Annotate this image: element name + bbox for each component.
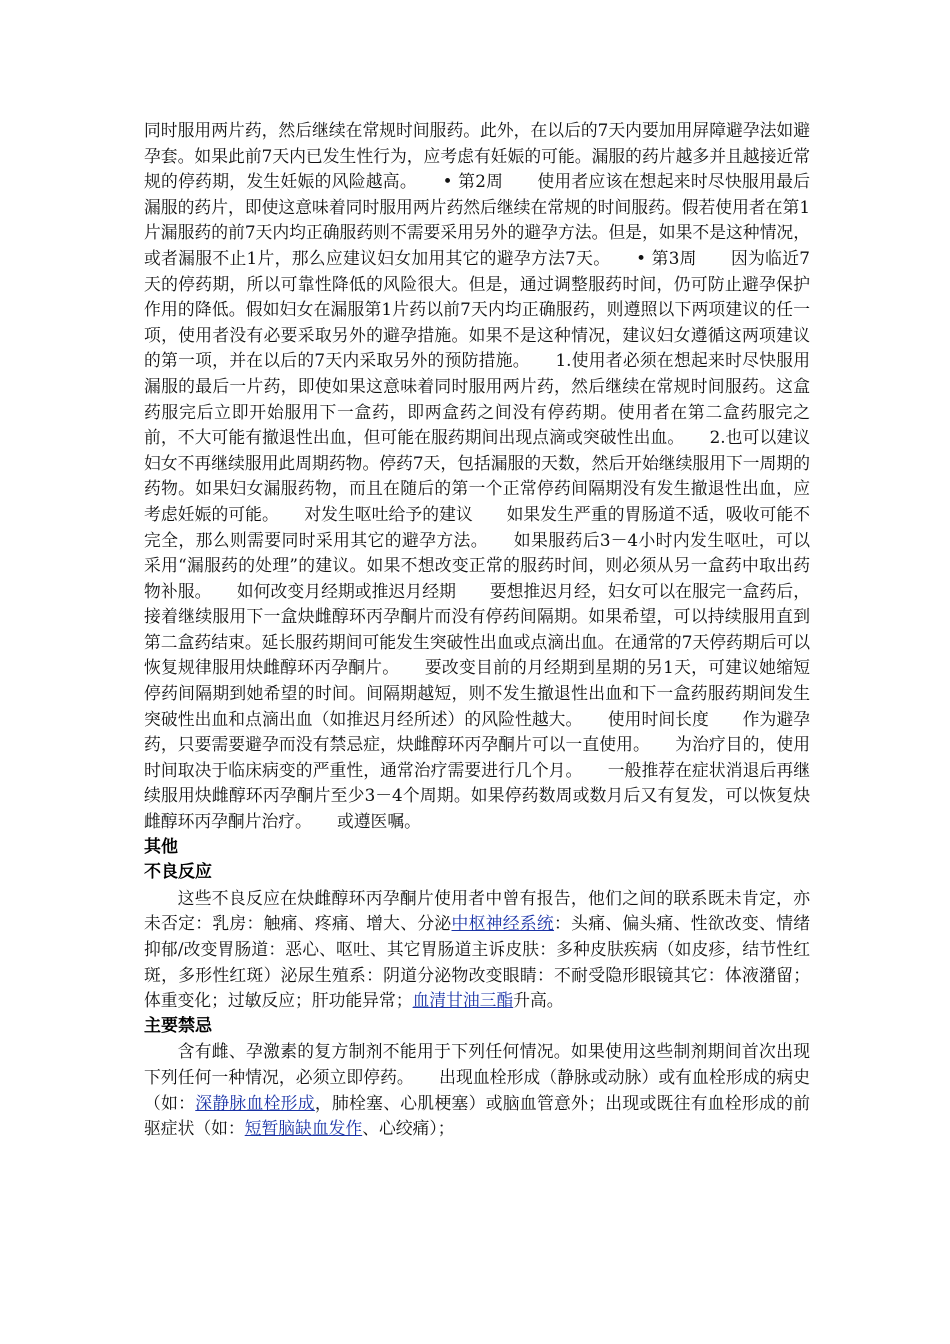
adverse-text-3: 升高。 [513, 990, 564, 1011]
section-heading-other: 其他 [144, 836, 178, 857]
section-heading-contraindications: 主要禁忌 [144, 1015, 212, 1036]
link-central-nervous-system[interactable]: 中枢神经系统 [451, 913, 555, 934]
section-heading-adverse-reactions: 不良反应 [144, 862, 212, 883]
adverse-reactions-paragraph [144, 886, 810, 1014]
contra-text-3: 、心绞痛）； [362, 1118, 455, 1139]
dosage-paragraph: 同时服用两片药，然后继续在常规时间服药。此外，在以后的7天内要加用屏障避孕法如避孕套。如果此前7天内已发生性行为，应考虑有妊娠的可能。漏服的药片越多并且越接近常规的停药期，发生妊娠的风险越高。 • 第2周 使用者应该在想起来时尽快服用最后漏服的药片，即使这意味着同时服用两片药然后继续在常规的时间服药。假若使用者在第1片漏服药的前7天内均正确服药则不需要采用另外的避孕方法。但是，如果不是这种情况，或者漏服不止1片，那么应建议妇女加用其它的避孕方法7天。 • 第3周 因为临近7天的停药期，所以可靠性降低的风险很大。但是，通过调整服药时间，仍可防止避孕保护作用的降低。假如妇女在漏服第1片药以前7天内均正确服药，则遵照以下两项建议的任一项，使用者没有必要采取另外的避孕措施。如果不是这种情况，建议妇女遵循这两项建议的第一项，并在以后的7天内采取另外的预防措施。 1.使用者必须在想起来时尽快服用漏服的最后一片药，即使如果这意味着同时服用两片药，然后继续在常规时间服药。这盒药服完后立即开始服用下一盒药，即两盒药之间没有停药期。使用者在第二盒药服完之前，不大可能有撤退性出血，但可能在服药期间出现点滴或突破性出血。 2.也可以建议妇女不再继续服用此周期药物。停药7天，包括漏服的天数，然后开始继续服用下一周期的药物。如果妇女漏服药物，而且在随后的第一个正常停药间隔期没有发生撤退性出血，应考虑妊娠的可能。 对发生呕吐给予的建议 如果发生严重的胃肠道不适，吸收可能不完全，那么则需要同时采用其它的避孕方法。 如果服药后3－4小时内发生呕吐，可以采用“漏服药的处理”的建议。如果不想改变正常的服药时间，则必须从另一盒药中取出药物补服。 如何改变月经期或推迟月经期 要想推迟月经，妇女可以在服完一盒药后，接着继续服用下一盒炔雌醇环丙孕酮片而没有停药间隔期。如果希望，可以持续服用直到第二盒药结束。延长服药期间可能发生突破性出血或点滴出血。在通常的7天停药期后可以恢复规律服用炔雌醇环丙孕酮片。 要改变目前的月经期到星期的另1天，可建议她缩短停药间隔期到她希望的时间。间隔期越短，则不发生撤退性出血和下一盒药服药期间发生突破性出血和点滴出血（如推迟月经所述）的风险性越大。 使用时间长度 作为避孕药，只要需要避孕而没有禁忌症，炔雌醇环丙孕酮片可以一直使用。 为治疗目的，使用时间取决于临床病变的严重性，通常治疗需要进行几个月。 一般推荐在症状消退后再继续服用炔雌醇环丙孕酮片至少3－4个周期。如果停药数周或数月后又有复发，可以恢复炔雌醇环丙孕酮片治疗。 或遵医嘱。 [144, 120, 810, 832]
adverse-text-1: 这些不良反应在炔雌醇环丙孕酮片使用者中曾有报告，他们之间的联系既未肯定，亦未否定：乳房：触痛、疼痛、增大、分泌 [144, 887, 810, 934]
contraindications-paragraph [144, 1039, 810, 1141]
link-serum-triglycerides[interactable]: 血清甘油三酯 [412, 990, 514, 1011]
link-deep-vein-thrombosis[interactable]: 深静脉血栓形成 [195, 1092, 315, 1113]
document-page [144, 118, 810, 1142]
contra-text-1: 含有雌、孕激素的复方制剂不能用于下列任何情况。如果使用这些制剂期间首次出现下列任何一种情况，必须立即停药。 出现血栓形成（静脉或动脉）或有血栓形成的病史（如： [144, 1041, 810, 1113]
link-transient-ischemic-attack[interactable]: 短暂脑缺血发作 [244, 1118, 363, 1139]
contra-text-2: ，肺栓塞、心肌梗塞）或脑血管意外；出现或既往有血栓形成的前驱症状（如： [144, 1092, 810, 1139]
adverse-text-2: ：头痛、偏头痛、性欲改变、情绪抑郁/改变胃肠道：恶心、呕吐、其它胃肠道主诉皮肤：多种皮肤疾病（如皮疹，结节性红斑，多形性红斑）泌尿生殖系：阴道分泌物改变眼睛：不耐受隐形眼镜其它：体液潴留；体重变化；过敏反应；肝功能异常； [144, 913, 810, 1011]
